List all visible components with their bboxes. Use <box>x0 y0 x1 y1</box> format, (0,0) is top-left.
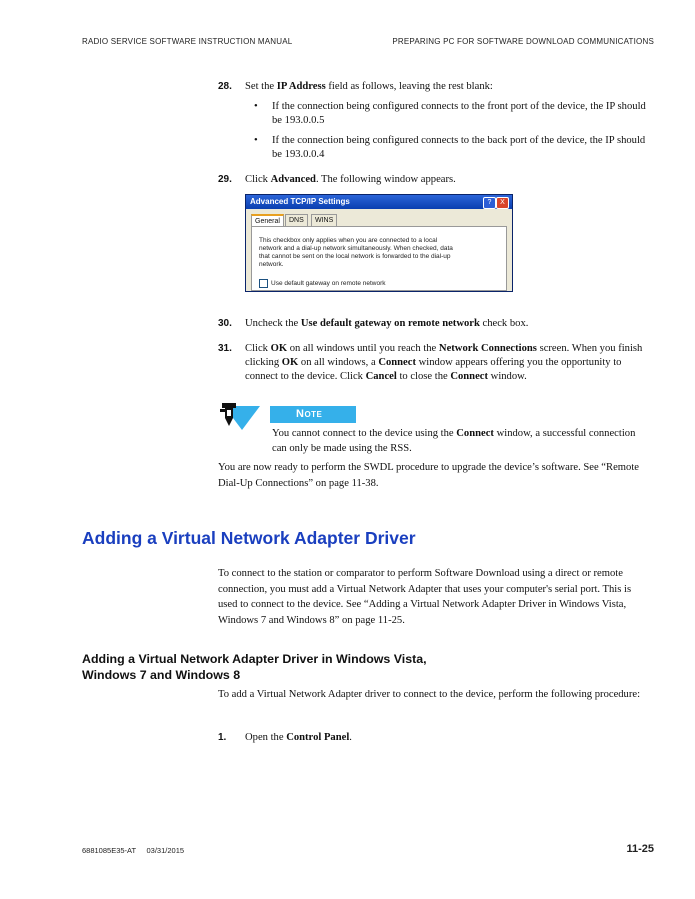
note-text: You cannot connect to the device using the Connect window, a successful connection can only be made using the RSS. <box>272 428 636 454</box>
section-title: Adding a Virtual Network Adapter Driver <box>82 528 416 548</box>
advanced-label: Advanced <box>270 174 316 185</box>
footer-doc-info: 6881085E35-AT 03/31/2015 <box>82 846 185 855</box>
step-28: 28. Set the IP Address field as follows, leaving the rest blank: <box>218 81 493 92</box>
control-panel-label: Control Panel <box>286 732 350 743</box>
ready-paragraph: You are now ready to perform the SWDL procedure to upgrade the device’s software. See “Remote Dial-Up Connections” on page 11-38. <box>218 462 639 489</box>
page-number: 11-25 <box>626 843 654 855</box>
bullet-icon: • <box>254 135 258 146</box>
subsection-title: Adding a Virtual Network Adapter Driver in Windows Vista, Windows 7 and Windows 8 <box>82 652 427 682</box>
step-31: 31. Click OK on all windows until you reach the Network Connections screen. When you finish clicking OK on all windows, a Connect window appears offering you the opportunity to connect to the device. Click Cancel to close the Connect window. <box>218 343 643 382</box>
note-pen-icon <box>216 400 260 432</box>
list-item: • If the connection being configured connects to the back port of the device, the IP should be 193.0.0.4 <box>254 135 646 160</box>
step-number: 30. <box>218 318 232 329</box>
close-icon[interactable]: X <box>496 197 509 209</box>
step-number: 1. <box>218 732 227 743</box>
step-1: 1. Open the Control Panel. <box>218 732 352 743</box>
section-paragraph: To connect to the station or comparator to perform Software Download using a direct or remote connection, you must add a Virtual Network Adapter that uses your computer's serial port. This is used to connect to the device. See “Adding a Virtual Network Adapter Driver in Windows Vista, Windows 7 and Windows 8” on page 11-25. <box>218 568 632 626</box>
ip-address-label: IP Address <box>276 81 326 92</box>
default-gateway-label: Use default gateway on remote network <box>300 318 480 329</box>
checkbox-label: Use default gateway on remote network <box>271 280 386 288</box>
dialog-description: This checkbox only applies when you are connected to a local network and a dial-up network simultaneously. When checked, data that cannot be sent on the local network is forwarded to the dial-up network. <box>259 237 453 268</box>
advanced-tcpip-dialog <box>245 194 513 292</box>
step-number: 29. <box>218 174 232 185</box>
step-number: 28. <box>218 81 232 92</box>
step-number: 31. <box>218 343 232 354</box>
checkbox-icon[interactable] <box>259 279 268 288</box>
step-30: 30. Uncheck the Use default gateway on remote network check box. <box>218 318 529 329</box>
subsection-paragraph: To add a Virtual Network Adapter driver to connect to the device, perform the following procedure: <box>218 689 641 700</box>
dialog-title: Advanced TCP/IP Settings <box>246 195 512 209</box>
step-29: 29. Click Advanced. The following window appears. <box>218 174 456 185</box>
tab-dns[interactable]: DNS <box>285 214 308 226</box>
note-label: Note <box>270 406 356 423</box>
help-icon[interactable]: ? <box>483 197 496 209</box>
default-gateway-checkbox[interactable] <box>259 279 386 288</box>
running-header-right: PREPARING PC FOR SOFTWARE DOWNLOAD COMMUNICATIONS <box>392 37 654 46</box>
bullet-icon: • <box>254 101 258 112</box>
dialog-panel <box>251 226 507 291</box>
list-item: • If the connection being configured connects to the front port of the device, the IP should be 193.0.0.5 <box>254 101 646 126</box>
running-header-left: RADIO SERVICE SOFTWARE INSTRUCTION MANUAL <box>82 37 293 46</box>
tab-general[interactable]: General <box>251 214 284 226</box>
tab-wins[interactable]: WINS <box>311 214 337 226</box>
